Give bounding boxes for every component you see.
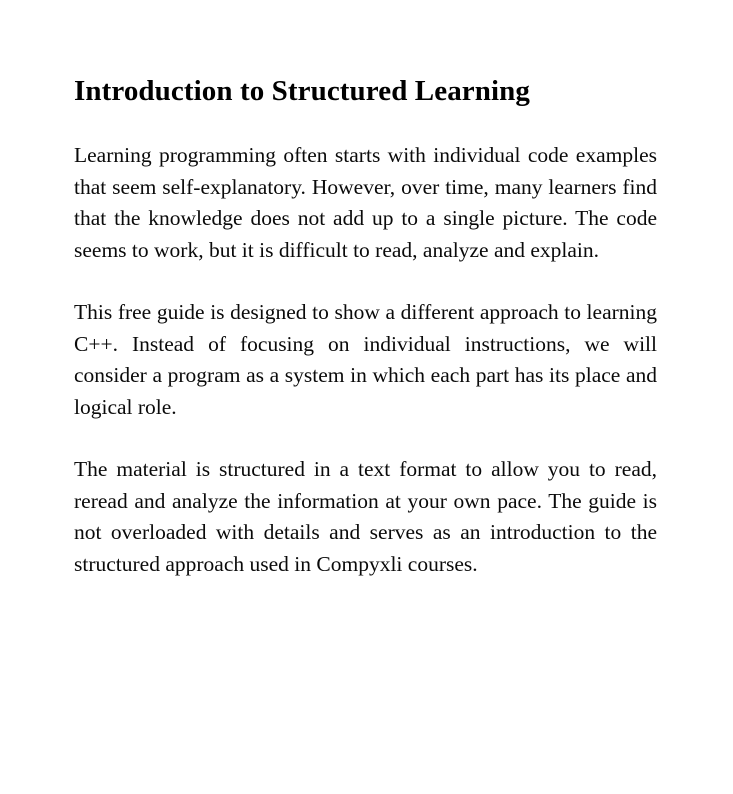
paragraph-1: Learning programming often starts with individual code examples that seem self-explanatory. However, over time, many learners find that the knowledge does not add up to a single picture. The code seems to work, but it is difficult to read, analyze and explain. (74, 143, 657, 262)
paragraph-3: The material is structured in a text format to allow you to read, reread and analyze the information at your own pace. The guide is not overloaded with details and serves as an introduction to the structured approach used in Compyxli courses. (74, 457, 657, 576)
paragraph-2: This free guide is designed to show a different approach to learning C++. Instead of focusing on individual instructions, we will consider a program as a system in which each part has its place and logical role. (74, 300, 657, 419)
page-title: Introduction to Structured Learning (74, 75, 530, 107)
document-body (74, 140, 657, 580)
document-content (74, 74, 657, 580)
